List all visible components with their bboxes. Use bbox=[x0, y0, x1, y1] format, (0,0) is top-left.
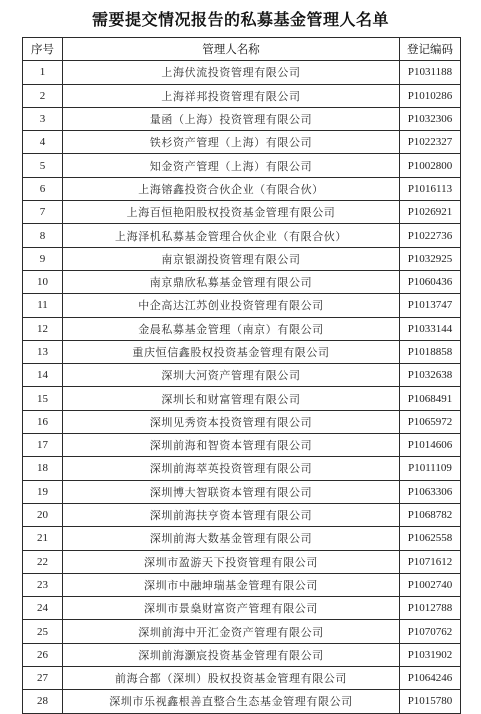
table-row bbox=[23, 480, 461, 503]
table-row bbox=[23, 503, 461, 526]
table-row bbox=[23, 364, 461, 387]
row-seq: 23 bbox=[23, 573, 63, 596]
row-seq: 2 bbox=[23, 84, 63, 107]
row-registration-code: P1032925 bbox=[400, 247, 461, 270]
row-seq: 11 bbox=[23, 294, 63, 317]
row-manager-name: 深圳前海萃英投资管理有限公司 bbox=[63, 457, 400, 480]
row-registration-code: P1032306 bbox=[400, 107, 461, 130]
table-header-row bbox=[23, 38, 461, 61]
table-row bbox=[23, 690, 461, 713]
row-seq: 16 bbox=[23, 410, 63, 433]
table-row bbox=[23, 527, 461, 550]
row-manager-name: 深圳前海大数基金管理有限公司 bbox=[63, 527, 400, 550]
row-manager-name: 深圳市中融坤瑞基金管理有限公司 bbox=[63, 573, 400, 596]
row-registration-code: P1013747 bbox=[400, 294, 461, 317]
row-registration-code: P1031188 bbox=[400, 61, 461, 84]
document-title: 需要提交情况报告的私募基金管理人名单 bbox=[91, 10, 389, 29]
row-registration-code: P1062558 bbox=[400, 527, 461, 550]
table-row bbox=[23, 294, 461, 317]
row-registration-code: P1063306 bbox=[400, 480, 461, 503]
row-manager-name: 铁杉资产管理（上海）有限公司 bbox=[63, 131, 400, 154]
row-registration-code: P1026921 bbox=[400, 201, 461, 224]
row-seq: 12 bbox=[23, 317, 63, 340]
row-registration-code: P1032638 bbox=[400, 364, 461, 387]
table-row bbox=[23, 61, 461, 84]
row-manager-name: 深圳市盈游天下投资管理有限公司 bbox=[63, 550, 400, 573]
table-row bbox=[23, 434, 461, 457]
row-registration-code: P1014606 bbox=[400, 434, 461, 457]
row-seq: 27 bbox=[23, 667, 63, 690]
table-row bbox=[23, 317, 461, 340]
table-row bbox=[23, 573, 461, 596]
row-seq: 9 bbox=[23, 247, 63, 270]
row-seq: 28 bbox=[23, 690, 63, 713]
row-registration-code: P1018858 bbox=[400, 340, 461, 363]
row-registration-code: P1002740 bbox=[400, 573, 461, 596]
row-registration-code: P1015780 bbox=[400, 690, 461, 713]
row-registration-code: P1064246 bbox=[400, 667, 461, 690]
row-registration-code: P1065972 bbox=[400, 410, 461, 433]
table-row bbox=[23, 597, 461, 620]
table-row bbox=[23, 620, 461, 643]
row-seq: 17 bbox=[23, 434, 63, 457]
row-manager-name: 深圳大河资产管理有限公司 bbox=[63, 364, 400, 387]
row-seq: 24 bbox=[23, 597, 63, 620]
row-manager-name: 深圳市乐视鑫根善直整合生态基金管理有限公司 bbox=[63, 690, 400, 713]
table-row bbox=[23, 177, 461, 200]
row-manager-name: 重庆恒信鑫股权投资基金管理有限公司 bbox=[63, 340, 400, 363]
table-body bbox=[23, 61, 461, 713]
table-row bbox=[23, 270, 461, 293]
row-seq: 22 bbox=[23, 550, 63, 573]
row-manager-name: 深圳见秀资本投资管理有限公司 bbox=[63, 410, 400, 433]
table-row bbox=[23, 131, 461, 154]
row-seq: 25 bbox=[23, 620, 63, 643]
row-seq: 3 bbox=[23, 107, 63, 130]
row-seq: 26 bbox=[23, 643, 63, 666]
table-row bbox=[23, 84, 461, 107]
manager-table bbox=[22, 37, 461, 714]
row-manager-name: 前海合都（深圳）股权投资基金管理有限公司 bbox=[63, 667, 400, 690]
row-manager-name: 深圳市景燊财富资产管理有限公司 bbox=[63, 597, 400, 620]
header-name: 管理人名称 bbox=[63, 38, 400, 61]
row-registration-code: P1071612 bbox=[400, 550, 461, 573]
header-code: 登记编码 bbox=[400, 38, 461, 61]
row-seq: 6 bbox=[23, 177, 63, 200]
row-seq: 20 bbox=[23, 503, 63, 526]
row-registration-code: P1012788 bbox=[400, 597, 461, 620]
row-manager-name: 量函（上海）投资管理有限公司 bbox=[63, 107, 400, 130]
row-manager-name: 深圳前海灏宸投资基金管理有限公司 bbox=[63, 643, 400, 666]
row-registration-code: P1070762 bbox=[400, 620, 461, 643]
table-row bbox=[23, 410, 461, 433]
row-manager-name: 深圳前海扶亨资本管理有限公司 bbox=[63, 503, 400, 526]
table-row bbox=[23, 340, 461, 363]
row-manager-name: 深圳长和财富管理有限公司 bbox=[63, 387, 400, 410]
row-manager-name: 南京鼎欣私募基金管理有限公司 bbox=[63, 270, 400, 293]
row-seq: 4 bbox=[23, 131, 63, 154]
row-seq: 8 bbox=[23, 224, 63, 247]
row-seq: 21 bbox=[23, 527, 63, 550]
table-row bbox=[23, 457, 461, 480]
row-manager-name: 上海祥邦投资管理有限公司 bbox=[63, 84, 400, 107]
row-seq: 19 bbox=[23, 480, 63, 503]
table-row bbox=[23, 247, 461, 270]
row-manager-name: 上海百恒艳阳股权投资基金管理有限公司 bbox=[63, 201, 400, 224]
row-registration-code: P1016113 bbox=[400, 177, 461, 200]
row-manager-name: 中企高达江苏创业投资管理有限公司 bbox=[63, 294, 400, 317]
table-row bbox=[23, 224, 461, 247]
row-manager-name: 金晨私募基金管理（南京）有限公司 bbox=[63, 317, 400, 340]
row-seq: 18 bbox=[23, 457, 63, 480]
row-registration-code: P1022327 bbox=[400, 131, 461, 154]
row-manager-name: 深圳博大智联资本管理有限公司 bbox=[63, 480, 400, 503]
row-manager-name: 深圳前海中开汇金资产管理有限公司 bbox=[63, 620, 400, 643]
row-registration-code: P1068491 bbox=[400, 387, 461, 410]
table-row bbox=[23, 107, 461, 130]
table-row bbox=[23, 201, 461, 224]
row-registration-code: P1002800 bbox=[400, 154, 461, 177]
row-manager-name: 上海泽机私募基金管理合伙企业（有限合伙） bbox=[63, 224, 400, 247]
row-registration-code: P1022736 bbox=[400, 224, 461, 247]
row-seq: 5 bbox=[23, 154, 63, 177]
row-registration-code: P1011109 bbox=[400, 457, 461, 480]
table-row bbox=[23, 387, 461, 410]
table-row bbox=[23, 643, 461, 666]
row-seq: 13 bbox=[23, 340, 63, 363]
row-seq: 10 bbox=[23, 270, 63, 293]
row-registration-code: P1031902 bbox=[400, 643, 461, 666]
row-registration-code: P1033144 bbox=[400, 317, 461, 340]
row-manager-name: 知金资产管理（上海）有限公司 bbox=[63, 154, 400, 177]
row-registration-code: P1060436 bbox=[400, 270, 461, 293]
table-row bbox=[23, 667, 461, 690]
row-manager-name: 深圳前海和智资本管理有限公司 bbox=[63, 434, 400, 457]
row-seq: 7 bbox=[23, 201, 63, 224]
row-registration-code: P1068782 bbox=[400, 503, 461, 526]
row-registration-code: P1010286 bbox=[400, 84, 461, 107]
table-row bbox=[23, 550, 461, 573]
row-manager-name: 上海镕鑫投资合伙企业（有限合伙） bbox=[63, 177, 400, 200]
row-manager-name: 上海伏流投资管理有限公司 bbox=[63, 61, 400, 84]
table-row bbox=[23, 154, 461, 177]
row-seq: 15 bbox=[23, 387, 63, 410]
row-seq: 1 bbox=[23, 61, 63, 84]
row-manager-name: 南京银湖投资管理有限公司 bbox=[63, 247, 400, 270]
header-seq: 序号 bbox=[23, 38, 63, 61]
row-seq: 14 bbox=[23, 364, 63, 387]
